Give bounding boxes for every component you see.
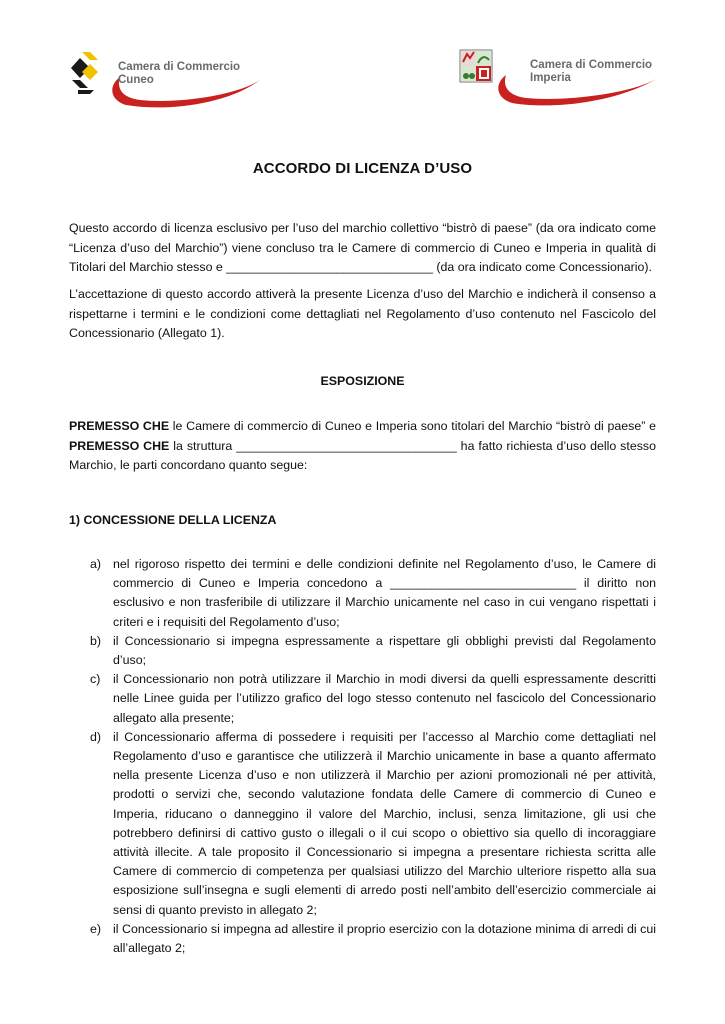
list-item-marker: a) <box>90 557 102 571</box>
intro-paragraph-2: L’accettazione di questo accordo attiverà la presente Licenza d’uso del Marchio e indicherà il consenso a rispettarne i termini e le condizioni come dettagliati nel Regolamento d’uso contenuto nel Fascicolo del Concessionario (Allegato 1). <box>69 287 656 340</box>
list-item <box>69 555 656 632</box>
list-item <box>69 920 656 958</box>
list-item-marker: e) <box>90 921 102 936</box>
licence-terms-list <box>69 555 656 958</box>
list-item-text: il Concessionario si impegna ad allestire il proprio esercizio con la dotazione minima di arredi di cui all’allegato 2; <box>113 921 656 956</box>
premesso-paragraph <box>69 417 656 476</box>
cuneo-logo-line1: Camera di Commercio <box>118 61 241 73</box>
list-item-text: il Concessionario afferma di possedere i requisiti per l’accesso al Marchio come dettagliati nel Regolamento d’uso e garantisce che utilizzerà il Marchio unicamente in base a quanto affermato nella presente Licenza d’uso e non utilizzerà il Marchio per azioni promozionali né per attività, prodotti o servizi che, secondo valutazione fondata delle Camere di commercio di Cuneo e Imperia, riducano o danneggino il valore del Marchio, inclusi, senza limitazione, gli usi che potrebbero definirsi di cattivo gusto o illegali o il cui scopo o obiettivo sia quello di incoraggiare attività illecite. A tale proposito il Concessionario si impegna a presentare richiesta scritta alle Camere di commercio di competenza per qualsiasi utilizzo del Marchio ulteriore rispetto alla sua esposizione sull’insegna e sugli elementi di arredo posti nell’ambito dell’esercizio commerciale ai sensi di quanto previsto in allegato 2; <box>113 729 656 917</box>
list-item-marker: b) <box>90 633 102 648</box>
imperia-logo-line2: Imperia <box>530 72 571 84</box>
esposizione-heading: ESPOSIZIONE <box>320 374 405 388</box>
cuneo-logo-line2: Cuneo <box>118 74 154 86</box>
list-item <box>69 728 656 920</box>
cuneo-chamber-logo <box>68 50 268 112</box>
intro-paragraph-1: Questo accordo di licenza esclusivo per l’uso del marchio collettivo “bistrò di paese” (da ora indicato come “Licenza d’uso del Marchio”) viene concluso tra le Camere di commercio di Cuneo e Imperia in qualità di Titolari del Marchio stesso e ______________________________ (da ora indicato come Concessionario). <box>69 221 656 274</box>
document-title: ACCORDO DI LICENZA D’USO <box>252 160 473 177</box>
imperia-chamber-logo <box>458 48 663 110</box>
section-1-heading: 1) CONCESSIONE DELLA LICENZA <box>69 513 277 527</box>
list-item-text: nel rigoroso rispetto dei termini e delle condizioni definite nel Regolamento d’uso, le Camere di commercio di Cuneo e Imperia concedono a ___________________________ il diritto non esclusivo e non trasferibile di utilizzare il Marchio unicamente nel caso in cui vengano rispettati i criteri e i requisiti del Regolamento d’uso; <box>113 557 656 629</box>
premesso-label-1: PREMESSO CHE <box>69 419 170 433</box>
premesso-text-2: la struttura ________________________________ ha fatto richiesta d’uso dello stesso Marchio, le parti concordano quanto segue: <box>69 438 656 472</box>
premesso-text-1: le Camere di commercio di Cuneo e Imperia sono titolari del Marchio “bistrò di paese” e <box>169 419 656 433</box>
list-item <box>69 670 656 728</box>
list-item-text: il Concessionario si impegna espressamente a rispettare gli obblighi previsti dal Regolamento d’uso; <box>113 633 656 668</box>
list-item-text: il Concessionario non potrà utilizzare il Marchio in modi diversi da quelli espressamente descritti nelle Linee guida per l’utilizzo grafico del logo stesso contenuto nel fascicolo del Concessionario allegato alla presente; <box>113 672 656 725</box>
imperia-logo-line1: Camera di Commercio <box>530 59 653 71</box>
premesso-label-2: PREMESSO CHE <box>69 438 170 453</box>
list-item-marker: d) <box>90 729 102 744</box>
list-item <box>69 632 656 670</box>
list-item-marker: c) <box>90 672 101 687</box>
